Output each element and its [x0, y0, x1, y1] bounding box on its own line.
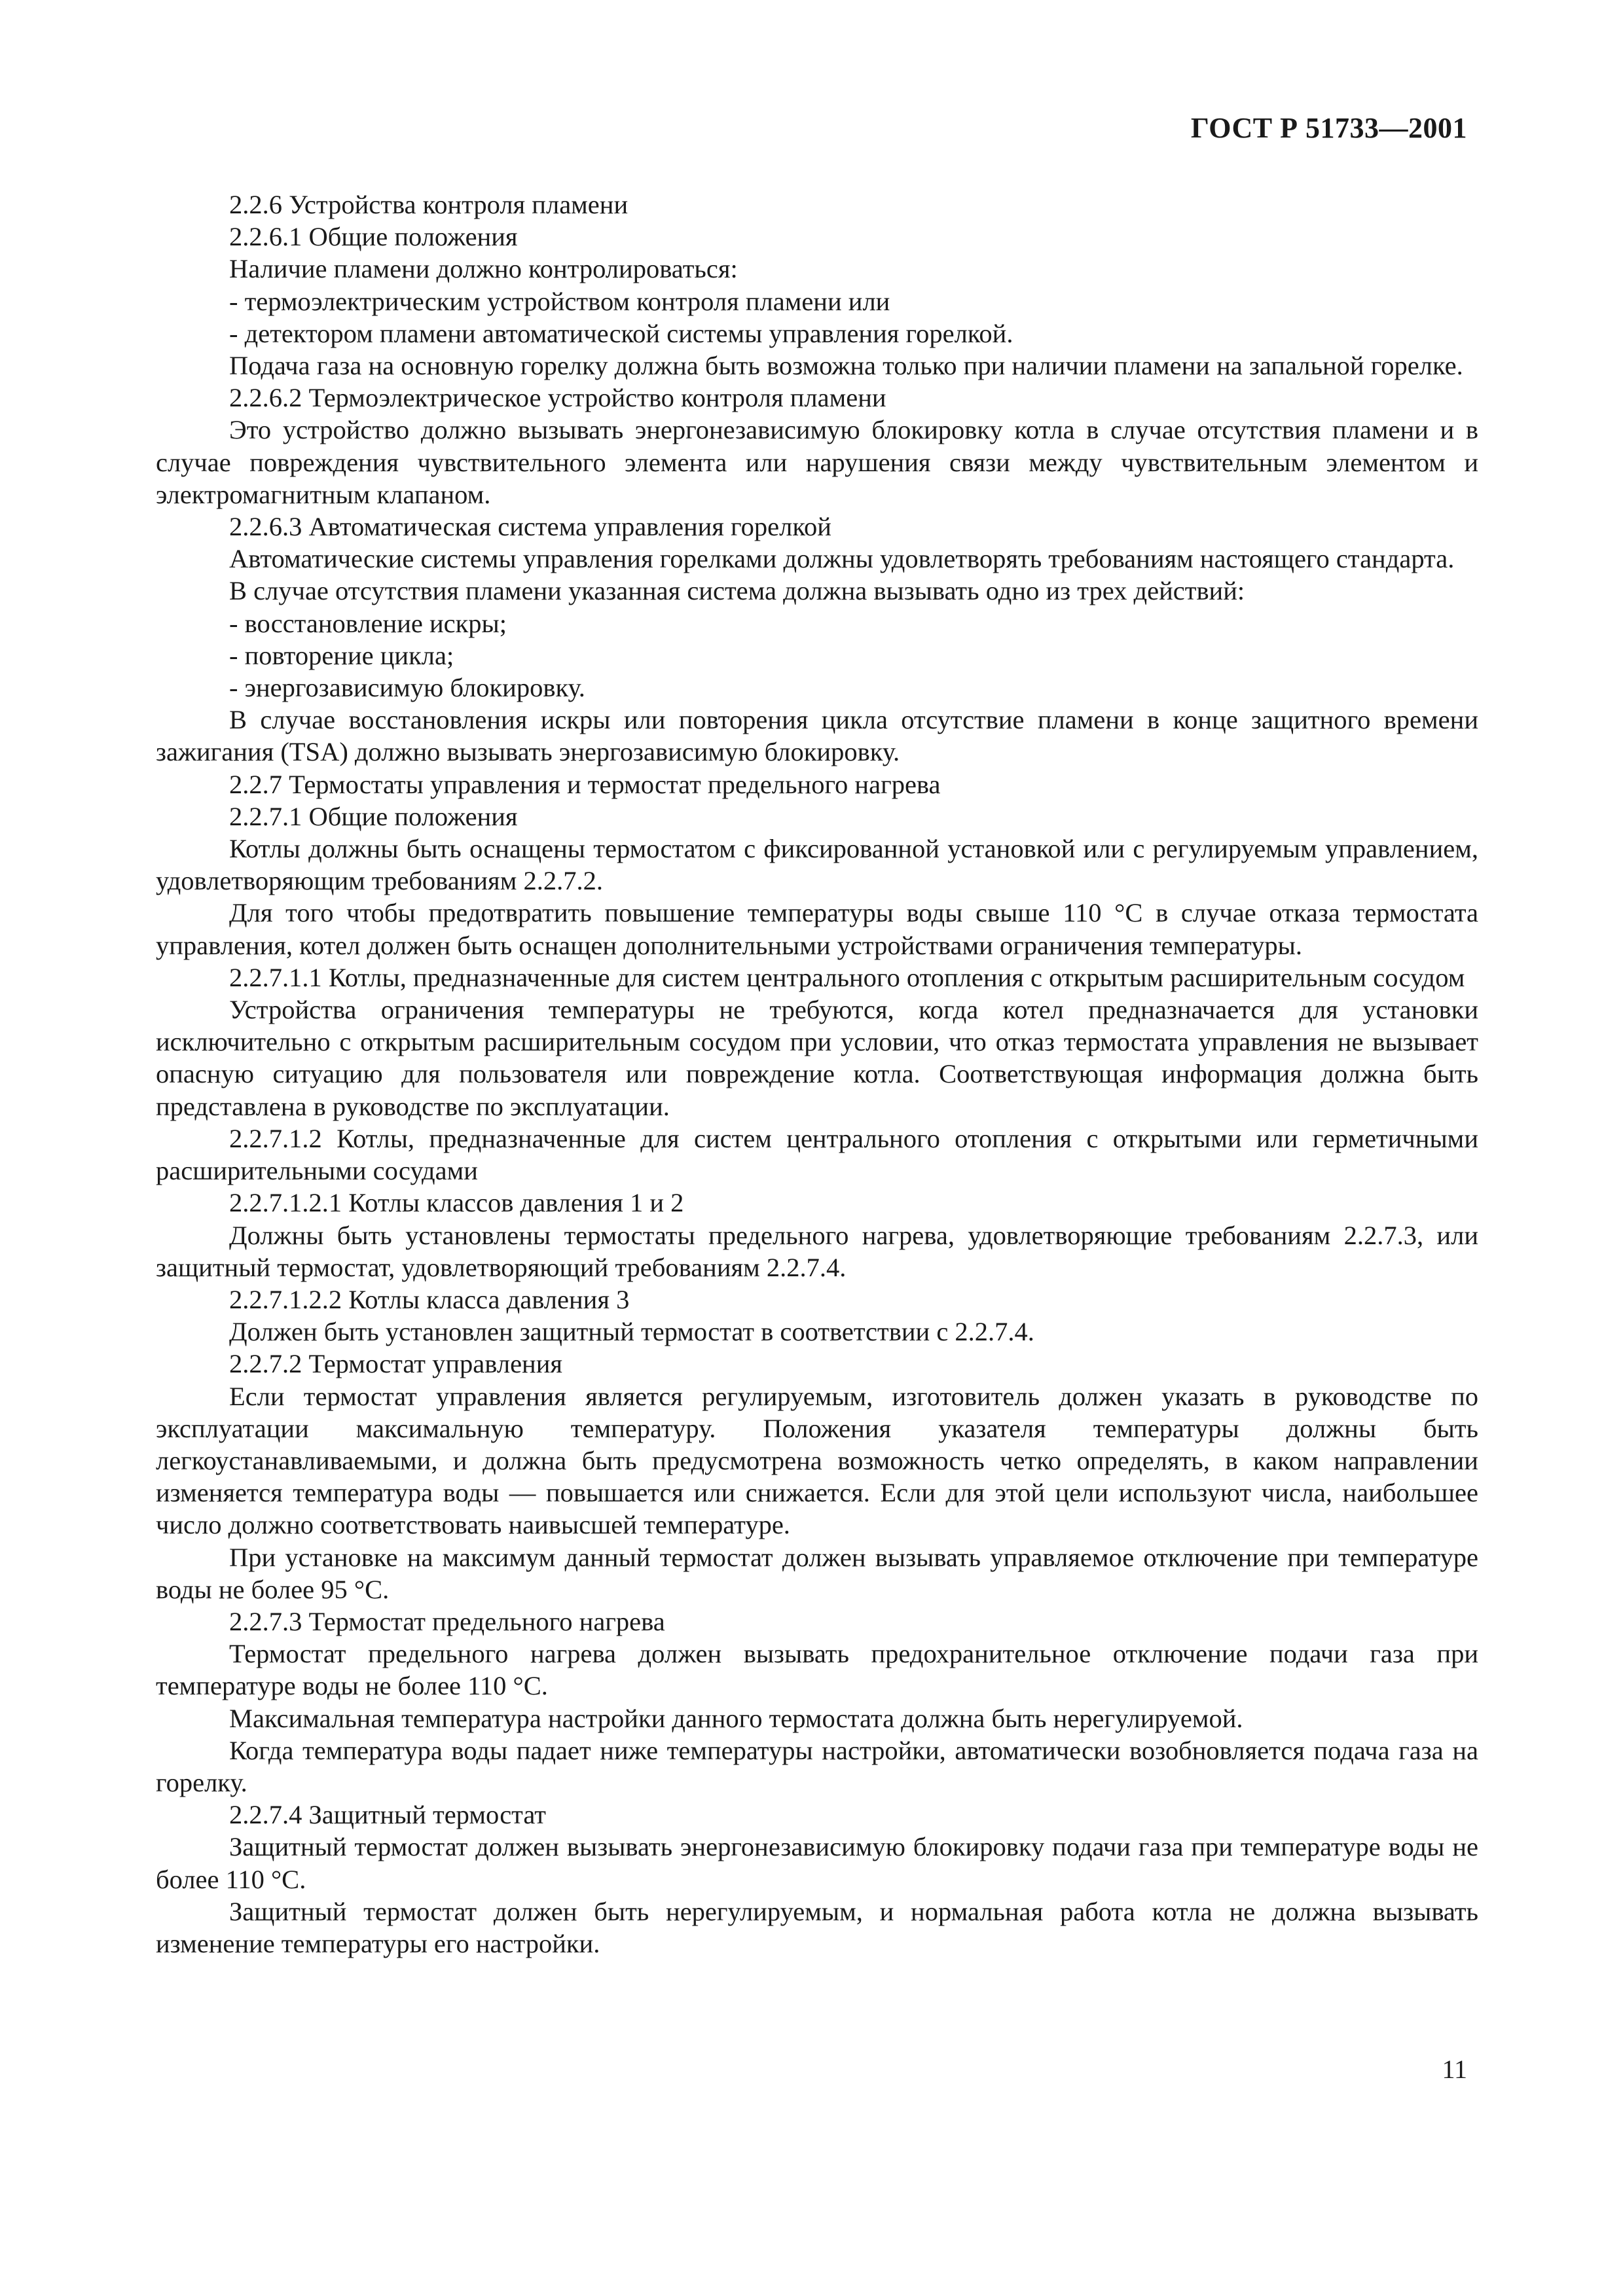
- paragraph: Устройства ограничения температуры не требуются, когда котел предназначается для установки исключительно с открытым расширительным сосудом при условии, что отказ термостата управления не вызывает опасную ситуацию для пользователя или повреждение котла. Соответствующая информация должна быть представлена в руководстве по эксплуатации.: [156, 995, 1478, 1121]
- paragraph: Максимальная температура настройки данного термостата должна быть нерегулируемой.: [229, 1703, 1243, 1733]
- paragraph: Когда температура воды падает ниже температуры настройки, автоматически возобновляется подача газа на горелку.: [156, 1735, 1478, 1797]
- subsection-heading: 2.2.6.2 Термоэлектрическое устройство контроля пламени: [229, 383, 886, 413]
- subsection-heading: 2.2.7.1 Общие положения: [229, 801, 518, 831]
- list-item: - восстановление искры;: [229, 608, 507, 638]
- section-heading: 2.2.6 Устройства контроля пламени: [229, 190, 629, 219]
- subsection-heading: 2.2.7.1.1 Котлы, предназначенные для систем центрального отопления с открытым расширительным сосудом: [229, 962, 1465, 992]
- list-item: - термоэлектрическим устройством контроля пламени или: [229, 286, 890, 316]
- paragraph: Котлы должны быть оснащены термостатом с фиксированной установкой или с регулируемым управлением, удовлетворяющим требованиям 2.2.7.2.: [156, 834, 1478, 896]
- paragraph: При установке на максимум данный термостат должен вызывать управляемое отключение при температуре воды не более 95 °С.: [156, 1542, 1478, 1604]
- paragraph: Наличие пламени должно контролироваться:: [229, 254, 738, 284]
- list-item: - энергозависимую блокировку.: [229, 673, 585, 703]
- document-designation: ГОСТ Р 51733—2001: [1190, 112, 1467, 144]
- subsection-heading: 2.2.7.1.2 Котлы, предназначенные для систем центрального отопления с открытыми или герметичными расширительными сосудами: [156, 1123, 1478, 1186]
- subsection-heading: 2.2.7.2 Термостат управления: [229, 1349, 563, 1379]
- paragraph: Защитный термостат должен быть нерегулируемым, и нормальная работа котла не должна вызывать изменение температуры его настройки.: [156, 1896, 1478, 1958]
- subsection-heading: 2.2.6.1 Общие положения: [229, 222, 518, 252]
- paragraph: В случае восстановления искры или повторения цикла отсутствие пламени в конце защитного времени зажигания (TSA) должно вызывать энергозависимую блокировку.: [156, 705, 1478, 767]
- subsection-heading: 2.2.7.3 Термостат предельного нагрева: [229, 1606, 665, 1636]
- subsection-heading: 2.2.7.4 Защитный термостат: [229, 1800, 547, 1830]
- paragraph: Это устройство должно вызывать энергонезависимую блокировку котла в случае отсутствия пламени и в случае повреждения чувствительного элемента или нарушения связи между чувствительным элементом и электромагнитным клапаном.: [156, 415, 1478, 509]
- paragraph: Автоматические системы управления горелками должны удовлетворять требованиям настоящего стандарта.: [229, 544, 1455, 574]
- paragraph: Защитный термостат должен вызывать энергонезависимую блокировку подачи газа при температуре воды не более 110 °С.: [156, 1832, 1478, 1894]
- paragraph: Если термостат управления является регулируемым, изготовитель должен указать в руководстве по эксплуатации максимальную температуру. Положения указателя температуры должны быть легкоустанавливаемыми, и должна быть предусмотрена возможность четко определять, в каком направлении изменяется температура воды — повышается или снижается. Если для этой цели используют числа, наибольшее число должно соответствовать наивысшей температуре.: [156, 1381, 1478, 1540]
- list-item: - повторение цикла;: [229, 640, 454, 670]
- paragraph: Должен быть установлен защитный термостат в соответствии с 2.2.7.4.: [229, 1317, 1034, 1347]
- subsection-heading: 2.2.6.3 Автоматическая система управления горелкой: [229, 512, 831, 542]
- paragraph: Подача газа на основную горелку должна быть возможна только при наличии пламени на запальной горелке.: [229, 351, 1463, 381]
- paragraph: Должны быть установлены термостаты предельного нагрева, удовлетворяющие требованиям 2.2.7.3, или защитный термостат, удовлетворяющий требованиям 2.2.7.4.: [156, 1220, 1478, 1282]
- paragraph: Термостат предельного нагрева должен вызывать предохранительное отключение подачи газа при температуре воды не более 110 °С.: [156, 1639, 1478, 1701]
- section-heading: 2.2.7 Термостаты управления и термостат предельного нагрева: [229, 769, 941, 799]
- paragraph: Для того чтобы предотвратить повышение температуры воды свыше 110 °С в случае отказа термостата управления, котел должен быть оснащен дополнительными устройствами ограничения температуры.: [156, 898, 1478, 960]
- subsection-heading: 2.2.7.1.2.1 Котлы классов давления 1 и 2: [229, 1188, 684, 1218]
- paragraph: В случае отсутствия пламени указанная система должна вызывать одно из трех действий:: [229, 576, 1245, 606]
- document-body: [156, 188, 1478, 1960]
- page-number: 11: [1442, 2054, 1467, 2084]
- list-item: - детектором пламени автоматической системы управления горелкой.: [229, 318, 1013, 348]
- subsection-heading: 2.2.7.1.2.2 Котлы класса давления 3: [229, 1284, 630, 1314]
